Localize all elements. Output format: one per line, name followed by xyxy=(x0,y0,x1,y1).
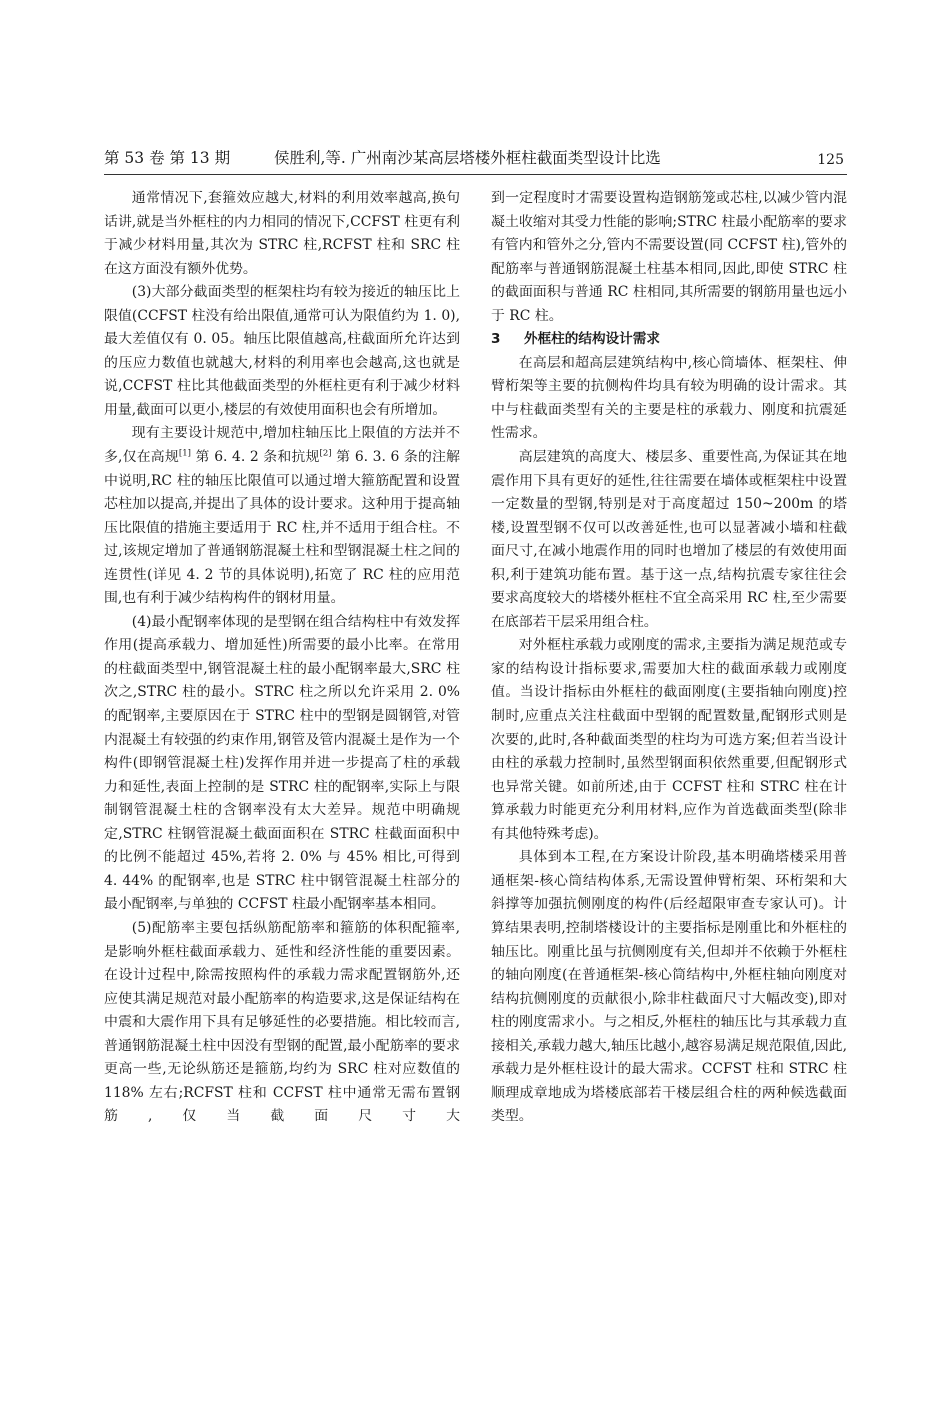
running-header xyxy=(104,146,844,176)
paragraph-reinforcement-ratio: (5)配筋率主要包括纵筋配筋率和箍筋的体积配箍率,是影响外框柱截面承载力、延性和经济性能的重要因素。在设计过程中,除需按照构件的承载力需求配置钢筋外,还应使其满足规范对最小配筋率的构造要求,这是保证结构在中震和大震作用下具有足够延性的必要措施。相比较而言,普通钢筋混凝土柱中因没有型钢的配置,最小配筋率的要求更高一些,无论纵筋还是箍筋,均约为 SRC 柱对应数值的 118% 左右;RCFST 柱和 CCFST 柱中通常无需布置钢筋,仅当截面尺寸大 xyxy=(104,919,460,1125)
page-number: 125 xyxy=(817,152,844,168)
text-span: 第 6. 4. 2 条和抗规 xyxy=(190,449,320,466)
paragraph-min-steel-ratio: (4)最小配钢率体现的是型钢在组合结构柱中有效发挥作用(提高承载力、增加延性)所需要的最小比率。在常用的柱截面类型中,钢管混凝土柱的最小配钢率最大,SRC 柱次之,STRC 柱的最小。STRC 柱之所以允许采用 2. 0% 的配钢率,主要原因在于 STRC 柱中的型钢是圆钢管,对管内混凝土有较强的约束作用,钢管及管内混凝土是作为一个构件(即钢管混凝土柱)发挥作用并进一步提高了柱的承载力和延性,表面上控制的是 STRC 柱的配钢率,实际上与限制钢管混凝土柱的含钢率没有太大差异。规范中明确规定,STRC 柱钢管混凝土截面面积在 STRC 柱截面面积中的比例不能超过 45%,若将 2. 0% 与 45% 相比,可得到 4. 44% 的配钢率,也是 STRC 柱中钢管混凝土柱部分的最小配钢率,与单独的 CCFST 柱最小配钢率基本相同。 xyxy=(104,613,460,913)
citation-ref-1: [1] xyxy=(178,448,191,459)
paragraph-project-application: 具体到本工程,在方案设计阶段,基本明确塔楼采用普通框架-核心筒结构体系,无需设置伸臂桁架、环桁架和大斜撑等加强抗侧刚度的构件(后经超限审查专家认可)。计算结果表明,控制塔楼设计的主要指标是刚重比和外框柱的轴压比。刚重比虽与抗侧刚度有关,但却并不依赖于外框柱的轴向刚度(在普通框架-核心筒结构中,外框柱轴向刚度对结构抗侧刚度的贡献很小,除非柱截面尺寸大幅改变),即对柱的刚度需求小。与之相反,外框柱的轴压比与其承载力直接相关,承载力越大,轴压比越小,越容易满足规范限值,因此,承载力是外框柱设计的最大需求。CCFST 柱和 STRC 柱顺理成章地成为塔楼底部若干楼层组合柱的两种候选截面类型。 xyxy=(491,849,847,1125)
journal-volume-issue: 第 53 卷 第 13 期 xyxy=(104,149,231,167)
right-column xyxy=(491,187,847,1129)
running-title: 侯胜利,等. 广州南沙某高层塔楼外框柱截面类型设计比选 xyxy=(274,149,661,167)
paragraph-axial-ratio-limit: (3)大部分截面类型的框架柱均有较为接近的轴压比上限值(CCFST 柱没有给出限值,通常可认为限值约为 1. 0),最大差值仅有 0. 05。轴压比限值越高,柱截面所允许达到的压应力数值也就越大,材料的利用率也会越高,这也就是说,CCFST 柱比其他截面类型的外框柱更有利于减少材料用量,截面可以更小,楼层的有效使用面积也会有所增加。 xyxy=(104,284,460,418)
paragraph-capacity-stiffness: 对外框柱承载力或刚度的需求,主要指为满足规范或专家的结构设计指标要求,需要加大柱的截面承载力或刚度值。当设计指标由外框柱的截面刚度(主要指轴向刚度)控制时,应重点关注柱截面中型钢的配置数量,配钢形式则是次要的,此时,各种截面类型的柱均为可选方案;但若当设计由柱的承载力控制时,虽然型钢面积依然重要,但配钢形式也异常关键。如前所述,由于 CCFST 柱和 STRC 柱在计算承载力时能更充分利用材料,应作为首选截面类型(除非有其他特殊考虑)。 xyxy=(491,637,847,842)
paragraph-design-demands: 在高层和超高层建筑结构中,核心筒墙体、框架柱、伸臂桁架等主要的抗侧构件均具有较为明确的设计需求。其中与柱截面类型有关的主要是柱的承载力、刚度和抗震延性需求。 xyxy=(491,354,847,442)
citation-ref-2: [2] xyxy=(319,448,332,459)
left-column xyxy=(104,187,460,1129)
paragraph-continued: 到一定程度时才需要设置构造钢筋笼或芯柱,以减少管内混凝土收缩对其受力性能的影响;STRC 柱最小配筋率的要求有管内和管外之分,管内不需要设置(同 CCFST 柱),管外的配筋率与普通钢筋混凝土柱基本相同,因此,即使 STRC 柱的截面面积与普通 RC 柱相同,其所需要的钢筋用量也远小于 RC 柱。 xyxy=(491,190,847,324)
text-span: 第 6. 3. 6 条的注解中说明,RC 柱的轴压比限值可以通过增大箍筋配置和设置芯柱加以提高,并提出了具体的设计要求。这种用于提高轴压比限值的措施主要适用于 RC 柱,并不适用于组合柱。不过,该规定增加了普通钢筋混凝土柱和型钢混凝土柱之间的连贯性(详见 4. 2 节的具体说明),拓宽了 RC 柱的应用范围,也有利于减少结构构件的钢材用量。 xyxy=(104,449,461,607)
header-rule xyxy=(104,174,847,175)
section-heading xyxy=(491,328,847,352)
paragraph-design-codes xyxy=(104,422,460,610)
text-span: 现有主要设计规范中,增加柱轴压比上限值的方法并不多,仅在高规 xyxy=(104,425,460,466)
paragraph-ductility: 高层建筑的高度大、楼层多、重要性高,为保证其在地震作用下具有更好的延性,往往需要在墙体或框架柱中设置一定数量的型钢,特别是对于高度超过 150~200m 的塔楼,设置型钢不仅可以改善延性,也可以显著减小墙和柱截面尺寸,在减小地震作用的同时也增加了楼层的有效使用面积,利于建筑功能布置。基于这一点,结构抗震专家往往会要求高度较大的塔楼外框柱不宜全高采用 RC 柱,至少需要在底部若干层采用组合柱。 xyxy=(491,449,847,630)
paragraph-continued: 通常情况下,套箍效应越大,材料的利用效率越高,换句话讲,就是当外框柱的内力相同的情况下,CCFST 柱更有利于减少材料用量,其次为 STRC 柱,RCFST 柱和 SRC 柱在这方面没有额外优势。 xyxy=(104,190,460,277)
section-number: 3 xyxy=(491,331,501,348)
section-title: 外框柱的结构设计需求 xyxy=(524,331,660,348)
